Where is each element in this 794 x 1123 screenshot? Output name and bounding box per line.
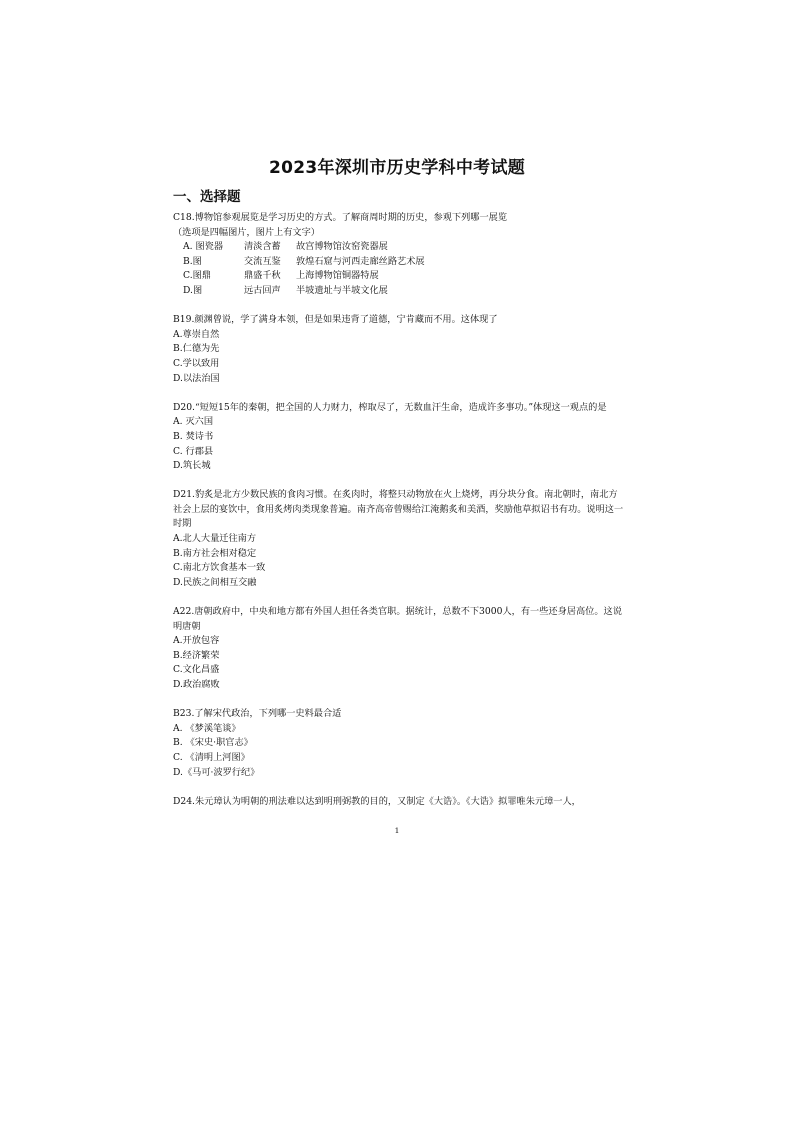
- option-b: B. 焚诗书: [173, 430, 214, 442]
- option-row-c: [173, 269, 625, 284]
- question-stem: A22.唐朝政府中，中央和地方都有外国人担任各类官职。据统计，总数不下3000人，有一些还身居高位。这说明唐朝: [173, 606, 622, 632]
- page-number: 1: [394, 826, 400, 835]
- page-title: 2023年深圳市历史学科中考试题: [268, 158, 526, 178]
- option-b: B.经济繁荣: [173, 649, 220, 661]
- option-label: D.图: [183, 284, 203, 296]
- question-note: （选项是四幅图片，图片上有文字）: [173, 226, 320, 238]
- option-exhibition: 故宫博物馆汝窑瓷器展: [296, 241, 388, 253]
- question-21: [173, 488, 625, 590]
- option-label: A. 图瓷器: [183, 241, 224, 253]
- option-theme: 交流互鉴: [244, 255, 281, 267]
- option-d: D.以法治国: [173, 372, 220, 384]
- option-exhibition: 半坡遗址与半坡文化展: [296, 284, 388, 296]
- option-label: C.图鼎: [183, 270, 211, 282]
- option-d: D.《马可·波罗行纪》: [173, 766, 260, 778]
- question-stem: C18.博物馆参观展览是学习历史的方式。了解商周时期的历史，参观下列哪一展览: [173, 212, 508, 223]
- option-c: C.文化昌盛: [173, 664, 220, 676]
- option-row-a: [173, 240, 625, 255]
- option-c: C.学以致用: [173, 357, 220, 369]
- option-theme: 鼎盛千秋: [244, 270, 281, 282]
- option-d: D.政治腐败: [173, 679, 220, 690]
- option-exhibition: 上海博物馆铜器特展: [296, 270, 379, 282]
- question-20: [173, 401, 625, 474]
- question-23: [173, 707, 625, 780]
- option-row-b: [173, 255, 625, 270]
- question-24: [173, 795, 625, 810]
- option-a: A.尊崇自然: [173, 328, 220, 340]
- option-row-d: [173, 284, 625, 299]
- option-theme: 远古回声: [244, 284, 281, 296]
- section-heading: 一、选择题: [173, 189, 241, 205]
- option-b: B.仁德为先: [173, 343, 220, 355]
- question-stem: B23.了解宋代政治，下列哪一史料最合适: [173, 708, 342, 720]
- question-stem: D21.豹炙是北方少数民族的食肉习惯。在炙肉时，将整只动物放在火上烧烤，再分块分食。南北朝时，南北方社会上层的宴饮中，食用炙烤肉类现象普遍。南齐高帝曾赐给江淹鹅炙和美酒，奖励他草拟诏书有功。说明这一时期: [173, 489, 624, 530]
- question-stem: D24.朱元璋认为明朝的刑法难以达到明刑弼教的目的，又制定《大诰》。《大诰》拟罪唯朱元璋一人，: [173, 795, 581, 807]
- question-18: [173, 211, 625, 299]
- option-d: D.民族之间相互交融: [173, 576, 257, 588]
- question-stem: D20.“短短15年的秦朝，把全国的人力财力，榨取尽了，无数血汗生命，造成许多事功。”体现这一观点的是: [173, 401, 607, 413]
- option-a: A.开放包容: [173, 635, 220, 647]
- option-a: A. 灭六国: [173, 416, 214, 428]
- question-19: [173, 313, 625, 386]
- option-c: C. 《清明上河图》: [173, 751, 250, 763]
- option-c: C.南北方饮食基本一致: [173, 562, 266, 574]
- question-stem: B19.颜渊曾说，学了满身本领，但是如果违背了道德，宁肯藏而不用。这体现了: [173, 314, 498, 326]
- option-theme: 清淡含蓄: [244, 241, 281, 253]
- question-22: [173, 605, 625, 693]
- option-label: B.图: [183, 255, 202, 267]
- option-a: A.北人大量迁往南方: [173, 533, 257, 545]
- option-d: D.筑长城: [173, 460, 211, 472]
- option-b: B. 《宋史·职官志》: [173, 737, 253, 749]
- option-b: B.南方社会相对稳定: [173, 547, 257, 559]
- option-exhibition: 敦煌石窟与河西走廊丝路艺术展: [296, 255, 425, 267]
- option-c: C. 行郡县: [173, 445, 214, 457]
- option-a: A. 《梦溪笔谈》: [173, 722, 241, 734]
- question-list: [173, 211, 625, 824]
